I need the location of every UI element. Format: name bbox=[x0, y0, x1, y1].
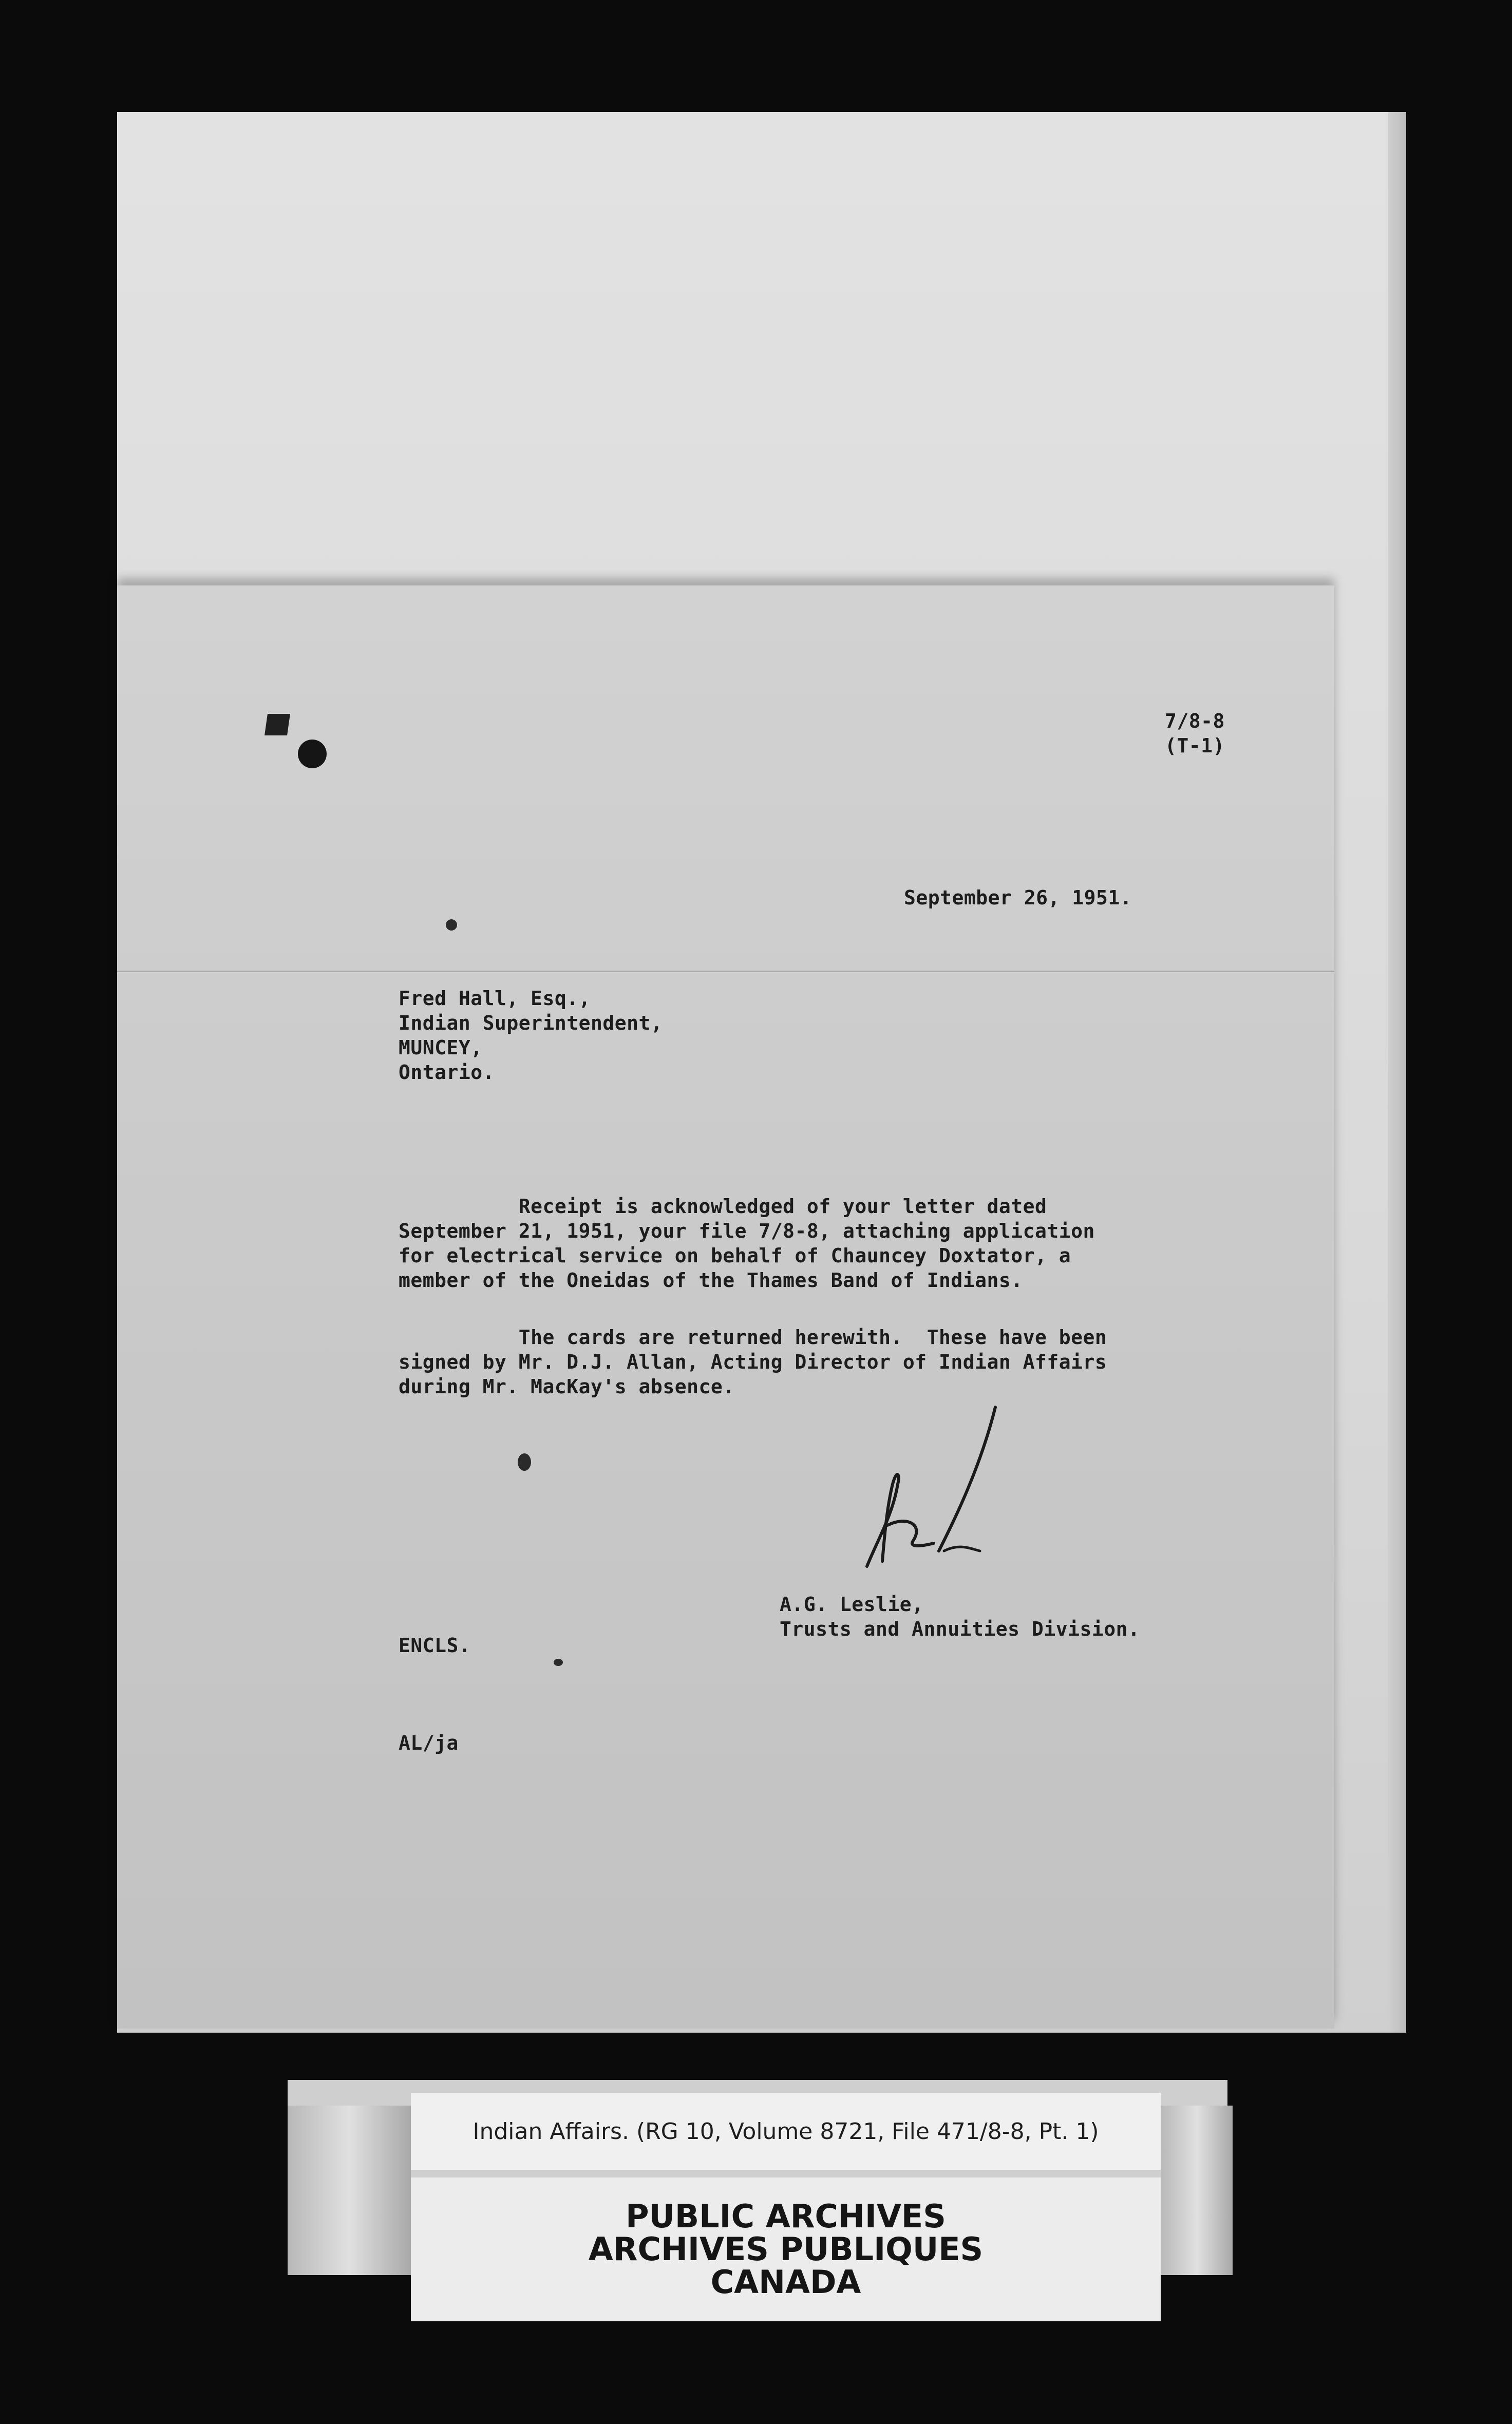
signer-block bbox=[780, 1592, 1140, 1641]
body-line: for electrical service on behalf of Chauncey Doxtator, a bbox=[399, 1244, 1071, 1267]
archive-line-3: CANADA bbox=[710, 2263, 861, 2301]
address-line: Indian Superintendent, bbox=[399, 1012, 663, 1034]
archive-line-1: PUBLIC ARCHIVES bbox=[626, 2198, 946, 2235]
punch-hole bbox=[298, 740, 327, 768]
file-reference bbox=[1165, 709, 1225, 758]
signer-division: Trusts and Annuities Division. bbox=[780, 1618, 1140, 1640]
archive-stamp-label bbox=[411, 2177, 1161, 2321]
enclosure-note: ENCLS. bbox=[399, 1634, 471, 1657]
body-paragraph-1 bbox=[399, 1194, 1095, 1293]
letter-sheet bbox=[117, 585, 1334, 2029]
body-line: signed by Mr. D.J. Allan, Acting Director of Indian Affairs bbox=[399, 1351, 1107, 1373]
signer-name: A.G. Leslie, bbox=[780, 1593, 924, 1616]
ink-fleck bbox=[554, 1659, 563, 1666]
file-ref-line2: (T-1) bbox=[1165, 734, 1225, 757]
back-page-edge bbox=[1388, 112, 1406, 2033]
body-line: September 21, 1951, your file 7/8-8, attaching application bbox=[399, 1220, 1095, 1242]
fold-line bbox=[117, 971, 1334, 972]
address-line: Ontario. bbox=[399, 1061, 495, 1084]
archive-reference: Indian Affairs. (RG 10, Volume 8721, File 471/8-8, Pt. 1) bbox=[472, 2118, 1099, 2145]
archive-reference-label bbox=[411, 2093, 1161, 2170]
punch-mark bbox=[264, 714, 290, 735]
file-ref-line1: 7/8-8 bbox=[1165, 710, 1225, 732]
body-line: during Mr. MacKay's absence. bbox=[399, 1375, 735, 1398]
typist-initials: AL/ja bbox=[399, 1732, 459, 1754]
body-line: Receipt is acknowledged of your letter dated bbox=[399, 1195, 1047, 1218]
handwritten-signature bbox=[836, 1397, 1031, 1592]
letter-date: September 26, 1951. bbox=[904, 886, 1132, 909]
archive-line-2: ARCHIVES PUBLIQUES bbox=[588, 2230, 984, 2268]
ink-fleck bbox=[446, 919, 457, 931]
address-line: MUNCEY, bbox=[399, 1036, 483, 1059]
recipient-address bbox=[399, 986, 663, 1085]
body-paragraph-2 bbox=[399, 1325, 1107, 1399]
body-line: The cards are returned herewith. These have been bbox=[399, 1326, 1107, 1349]
label-tape-right bbox=[1161, 2106, 1233, 2275]
body-line: member of the Oneidas of the Thames Band of Indians. bbox=[399, 1269, 1023, 1292]
address-line: Fred Hall, Esq., bbox=[399, 987, 591, 1010]
ink-fleck bbox=[518, 1453, 531, 1471]
label-tape-left bbox=[288, 2106, 411, 2275]
